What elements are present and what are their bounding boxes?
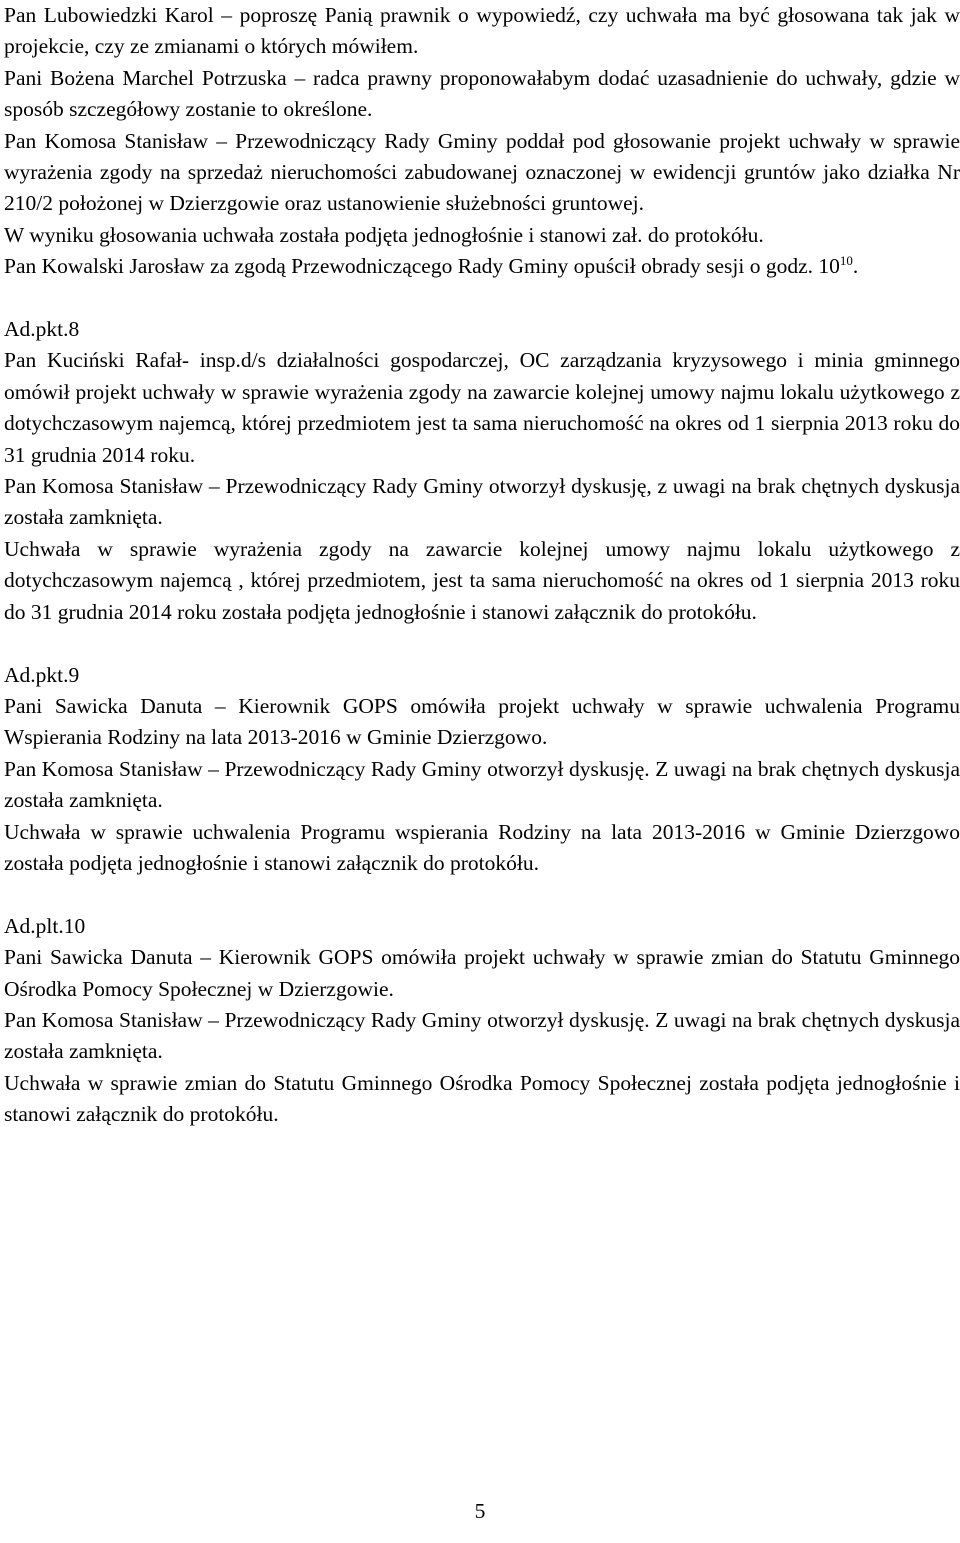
section-heading-pkt8: Ad.pkt.8 bbox=[4, 317, 80, 342]
paragraph-sawicka-9: Pani Sawicka Danuta – Kierownik GOPS omówiła projekt uchwały w sprawie uchwalenia Programu Wspierania Rodziny na lata 2013-2016 w Gminie Dzierzgowo. bbox=[4, 693, 960, 750]
paragraph-lubowiedzki: Pan Lubowiedzki Karol – poproszę Panią prawnik o wypowiedź, czy uchwała ma być głosowana tak jak w projekcie, czy ze zmianami o których mówiłem. bbox=[4, 3, 960, 59]
blank-line bbox=[4, 628, 960, 659]
paragraph-komosa-discussion-10: Pan Komosa Stanisław – Przewodniczący Rady Gminy otworzył dyskusję. Z uwagi na brak chętnych dyskusja została zamknięta. bbox=[4, 1007, 960, 1064]
paragraph-resolution-10: Uchwała w sprawie zmian do Statutu Gminnego Ośrodka Pomocy Społecznej została podjęta jednogłośnie i stanowi załącznik do protokółu. bbox=[4, 1070, 960, 1127]
paragraph-komosa-vote: Pan Komosa Stanisław – Przewodniczący Rady Gminy poddał pod głosowanie projekt uchwały w sprawie wyrażenia zgody na sprzedaż nieruchomości zabudowanej oznaczonej w ewidencji gruntów jako działka Nr 210/2 położonej w Dzierzgowie oraz ustanowienie służebności gruntowej. bbox=[4, 128, 960, 216]
page-number: 5 bbox=[474, 1499, 486, 1523]
kowalski-text: Pan Kowalski Jarosław za zgodą Przewodniczącego Rady Gminy opuścił obrady sesji o godz. 10 bbox=[4, 254, 840, 279]
paragraph-vote-result: W wyniku głosowania uchwała została podjęta jednogłośnie i stanowi zał. do protokółu. bbox=[4, 222, 764, 247]
paragraph-resolution-9: Uchwała w sprawie uchwalenia Programu wspierania Rodziny na lata 2013-2016 w Gminie Dzierzgowo została podjęta jednogłośnie i stanowi załącznik do protokółu. bbox=[4, 819, 960, 875]
paragraph-resolution-8: Uchwała w sprawie wyrażenia zgody na zawarcie kolejnej umowy najmu lokalu użytkowego z dotychczasowym najemcą , której przedmiotem, jest ta sama nieruchomość na okres od 1 sierpnia 2013 roku do 31 grudnia 2014 roku została podjęta jednogłośnie i stanowi załącznik do protokółu. bbox=[4, 536, 960, 624]
paragraph-kucinski: Pan Kuciński Rafał- insp.d/s działalności gospodarczej, OC zarządzania kryzysowego i minia gminnego omówił projekt uchwały w sprawie wyrażenia zgody na zawarcie kolejnej umowy najmu lokalu użytkowego z dotychczasowym najemcą, której przedmiotem jest ta sama nieruchomość na okres od 1 sierpnia 2013 roku do 31 grudnia 2014 roku. bbox=[4, 348, 960, 467]
paragraph-komosa-discussion-9: Pan Komosa Stanisław – Przewodniczący Rady Gminy otworzył dyskusję. Z uwagi na brak chętnych dyskusja została zamknięta. bbox=[4, 756, 960, 813]
time-superscript: 10 bbox=[839, 253, 853, 269]
paragraph-marchel-potrzuska: Pani Bożena Marchel Potrzuska – radca prawny proponowałabym dodać uzasadnienie do uchwały, gdzie w sposób szczegółowy zostanie to określone. bbox=[4, 65, 960, 122]
paragraph-sawicka-10: Pani Sawicka Danuta – Kierownik GOPS omówiła projekt uchwały w sprawie zmian do Statutu Gminnego Ośrodka Pomocy Społecznej w Dzierzgowie. bbox=[4, 945, 960, 1001]
document-page bbox=[4, 0, 960, 1131]
section-heading-plt10: Ad.plt.10 bbox=[4, 913, 86, 938]
blank-line bbox=[4, 879, 960, 910]
paragraph-kowalski-left bbox=[4, 251, 960, 282]
blank-line bbox=[4, 283, 960, 314]
kowalski-text-end: . bbox=[852, 254, 859, 279]
paragraph-komosa-discussion-8: Pan Komosa Stanisław – Przewodniczący Rady Gminy otworzył dyskusję, z uwagi na brak chętnych dyskusja została zamknięta. bbox=[4, 474, 960, 530]
section-heading-pkt9: Ad.pkt.9 bbox=[4, 662, 80, 687]
